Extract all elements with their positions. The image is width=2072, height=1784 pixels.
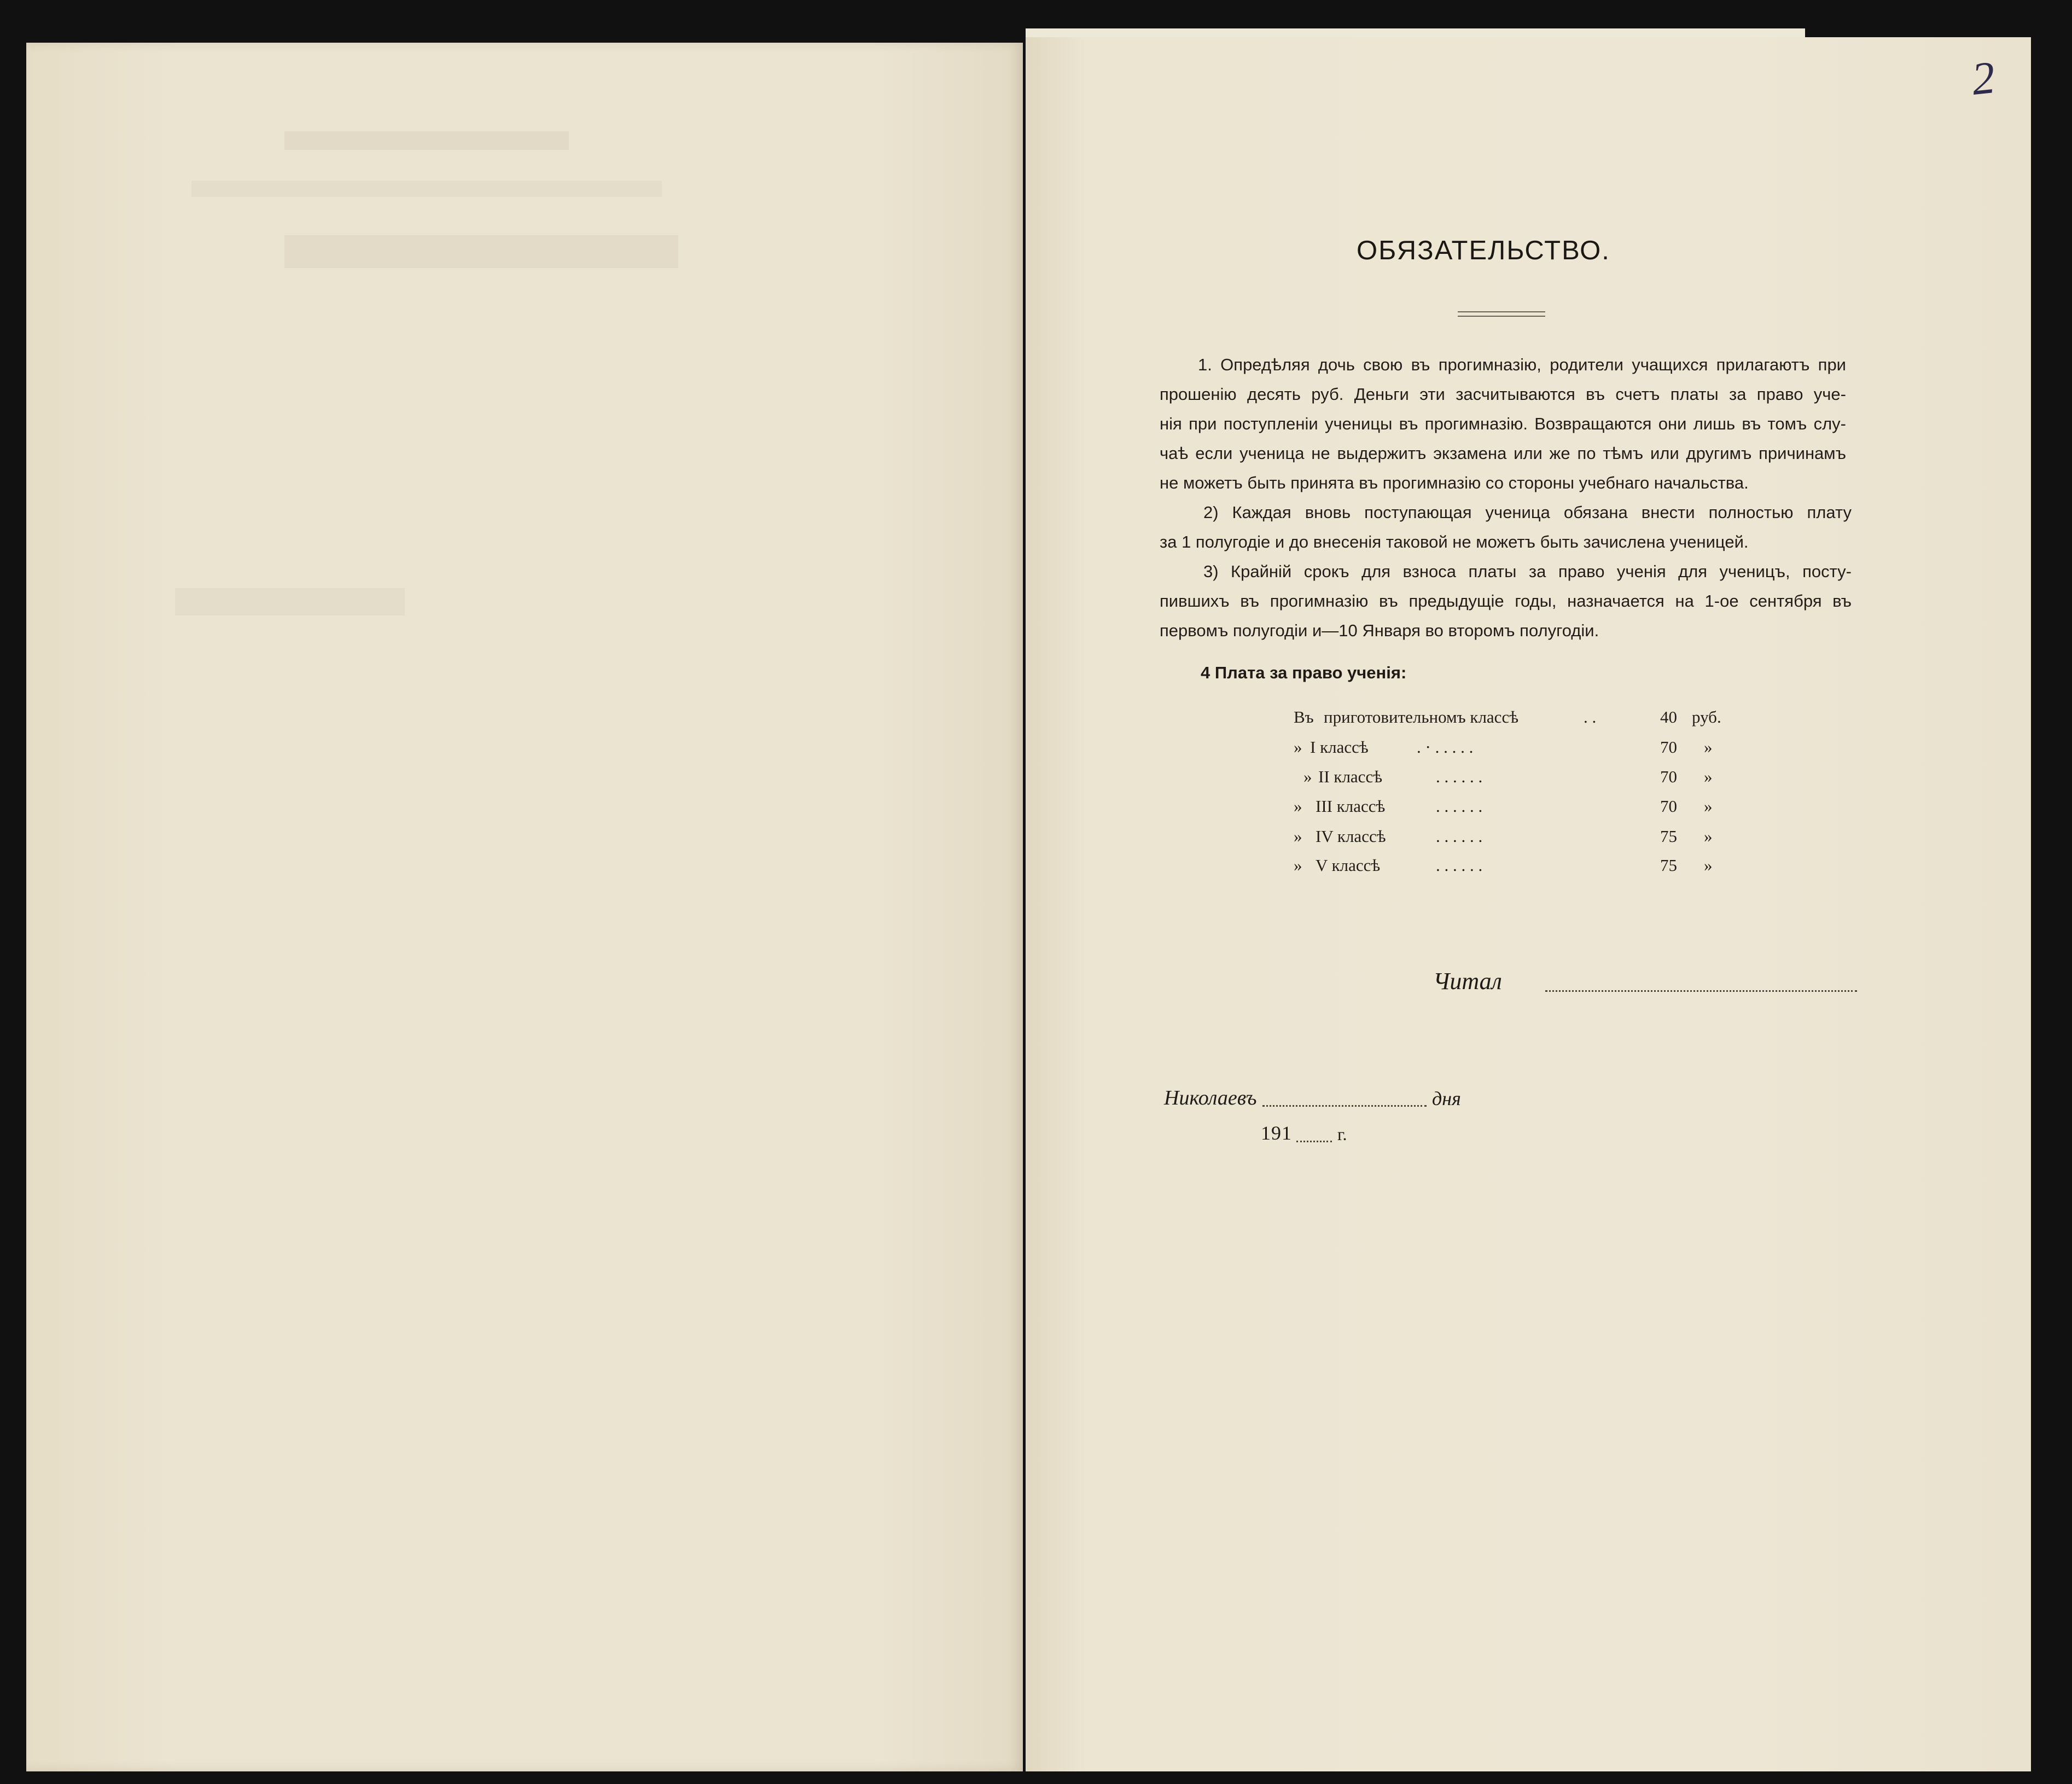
fee-unit: »: [1704, 856, 1713, 875]
fee-dots: . . . . . .: [1436, 797, 1483, 816]
fee-unit: »: [1704, 827, 1713, 846]
fee-amount: 70: [1660, 767, 1677, 786]
fee-row: [1294, 827, 1731, 849]
clause-line: прошенію десять руб. Деньги эти засчитываются въ счетъ платы за право уче-: [1160, 385, 1846, 404]
clause-line: не можетъ быть принята въ прогимназію со стороны учебнаго начальства.: [1160, 473, 1749, 492]
year-suffix: г.: [1337, 1124, 1347, 1144]
year-field[interactable]: [1296, 1141, 1332, 1142]
fee-class: I классѣ: [1310, 737, 1369, 757]
fee-heading: 4 Плата за право ученія:: [1201, 663, 1407, 682]
clause-line: первомъ полугодіи и—10 Января во второмъ полугодіи.: [1160, 621, 1599, 640]
fee-dots: . . . . . .: [1436, 856, 1483, 875]
clause-3: [1160, 557, 1852, 646]
left-page: [26, 43, 1023, 1771]
clause-line: 2) Каждая вновь поступающая ученица обязана внести полностью плату: [1203, 503, 1852, 522]
clause-line: чаѣ если ученица не выдержитъ экзамена или же по тѣмъ или другимъ причинамъ: [1160, 444, 1846, 463]
place-label: Николаевъ: [1164, 1086, 1257, 1109]
clause-1: [1160, 350, 1846, 498]
fee-amount: 70: [1660, 737, 1677, 757]
fee-prefix: »: [1294, 797, 1302, 816]
fee-row: [1294, 707, 1731, 729]
fee-class: II классѣ: [1318, 767, 1383, 786]
clause-2: [1160, 498, 1852, 557]
fee-row: [1294, 856, 1731, 878]
year-prefix: 191: [1261, 1122, 1292, 1144]
day-label: дня: [1432, 1088, 1461, 1109]
document-title: ОБЯЗАТЕЛЬСТВО.: [1357, 236, 1610, 265]
show-through-mark: [191, 181, 662, 197]
fee-prefix: Въ: [1294, 707, 1314, 727]
clause-line: 1. Опредѣляя дочь свою въ прогимназію, родители учащихся прилагаютъ при: [1198, 355, 1846, 374]
fee-dots: . . . . . .: [1436, 767, 1483, 786]
fee-class: V классѣ: [1316, 856, 1381, 875]
fee-unit: »: [1704, 797, 1713, 816]
fee-amount: 40: [1660, 707, 1677, 727]
signature-field[interactable]: [1545, 990, 1857, 992]
fee-class: IV классѣ: [1316, 827, 1386, 846]
title-divider: [1458, 311, 1545, 317]
clause-line: за 1 полугодіе и до внесенія таковой не можетъ быть зачислена ученицей.: [1160, 532, 1749, 551]
fee-prefix: »: [1303, 767, 1312, 786]
fee-row: [1294, 737, 1731, 759]
clause-line: нія при поступленіи ученицы въ прогимназію. Возвращаются они лишь въ томъ слу-: [1160, 414, 1846, 433]
fee-unit: »: [1704, 767, 1713, 786]
archive-page-number: 2: [1969, 52, 1998, 105]
fee-dots: . · . . . . .: [1417, 737, 1474, 757]
fee-prefix: »: [1294, 856, 1302, 875]
fee-prefix: »: [1294, 827, 1302, 846]
fee-prefix: »: [1294, 737, 1302, 757]
show-through-mark: [175, 588, 405, 615]
fee-row: [1294, 797, 1731, 818]
fee-amount: 75: [1660, 827, 1677, 846]
fee-row: [1294, 767, 1731, 789]
signature-label: Читал: [1433, 968, 1502, 995]
show-through-mark: [284, 235, 678, 268]
clause-line: 3) Крайній срокъ для взноса платы за право ученія для ученицъ, посту-: [1203, 562, 1852, 581]
date-field[interactable]: [1262, 1105, 1427, 1107]
fee-amount: 75: [1660, 856, 1677, 875]
fee-class: III классѣ: [1316, 797, 1386, 816]
fee-dots: . .: [1584, 707, 1597, 727]
fee-unit: руб.: [1692, 707, 1721, 727]
right-page: [1026, 37, 2031, 1771]
fee-amount: 70: [1660, 797, 1677, 816]
fee-unit: »: [1704, 737, 1713, 757]
show-through-mark: [284, 131, 569, 150]
fee-dots: . . . . . .: [1436, 827, 1483, 846]
fee-class: приготовительномъ классѣ: [1324, 707, 1519, 727]
clause-line: пившихъ въ прогимназію въ предыдущіе годы, назначается на 1-ое сентября въ: [1160, 591, 1852, 611]
